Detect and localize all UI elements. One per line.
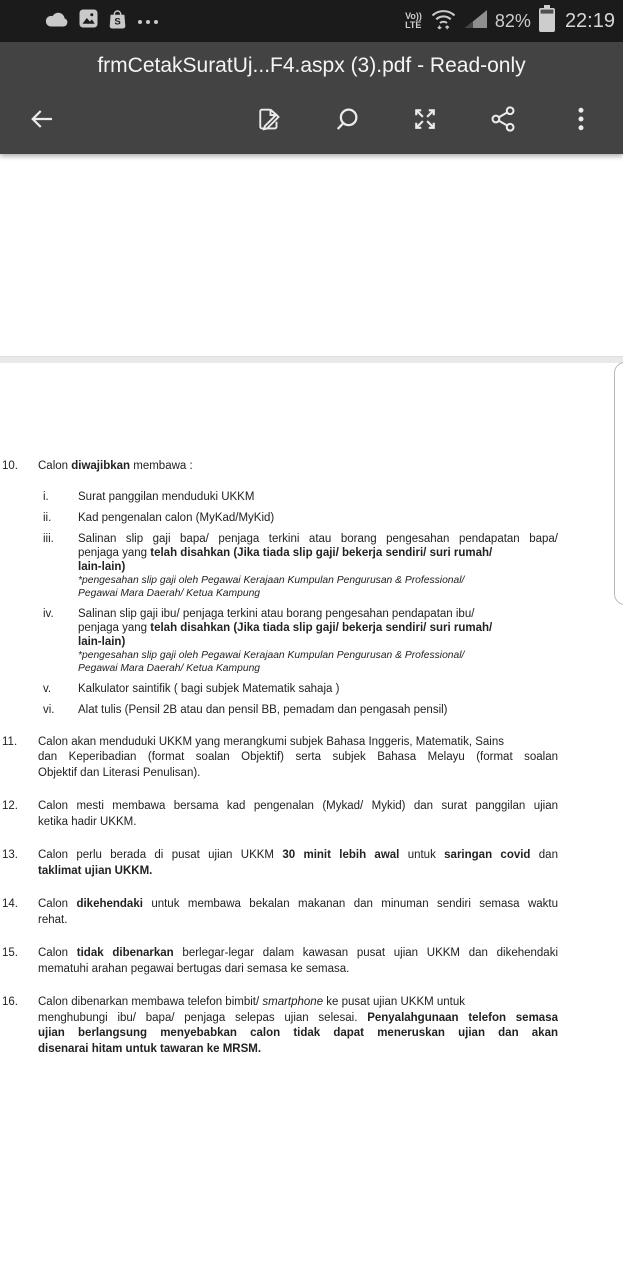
subitem-body [78,490,558,504]
item-body [38,897,558,928]
item-body [38,946,558,977]
document-title: frmCetakSuratUj...F4.aspx (3).pdf - Read-only [97,53,526,77]
doc-line [78,635,558,649]
doc-text-run: taklimat ujian UKKM. [38,864,153,877]
doc-text-run: Calon dibenarkan membawa telefon bimbit/ [38,996,263,1008]
doc-text-run: rehat. [38,913,68,926]
subitem-body [78,703,558,717]
doc-line [38,897,558,913]
doc-line [78,607,558,621]
doc-text-run: dan Keperibadian (format soalan Objektif) serta subjek Bahasa Melayu (format soalan [38,751,558,763]
wifi-icon [430,8,457,35]
shopee-icon [109,9,126,34]
doc-text-run: dikehendaki [76,898,143,910]
doc-item-13 [0,848,623,879]
subitem-number: vi. [43,703,55,716]
doc-item-14 [0,897,623,928]
subitem-body [78,511,558,525]
edit-button[interactable] [253,103,285,135]
doc-text-run: 30 minit lebih awal [282,849,400,861]
item-number: 13. [2,849,18,861]
doc-subitem-iv [38,607,558,675]
doc-item-15 [0,946,623,977]
more-vertical-icon [566,104,596,134]
item-number: 14. [2,898,18,910]
notification-icons [45,9,159,34]
doc-line [38,962,558,978]
toolbar [0,89,623,154]
item-body [38,848,558,879]
doc-text-run: Pegawai Mara Daerah/ Ketua Kampung [78,662,261,674]
doc-text-run: smartphone [262,996,324,1008]
doc-text-run: untuk [399,849,445,861]
doc-text-run: Objektif dan Literasi Penulisan). [38,766,201,779]
subitem-number: ii. [43,511,52,524]
doc-line [78,649,558,662]
subitem-body [78,682,558,696]
item-body [38,735,558,782]
doc-text-run: Alat tulis (Pensil 2B atau dan pensil BB, pemadam dan pengasah pensil) [78,703,448,716]
doc-line [78,490,558,504]
subitem-number: i. [43,490,49,503]
doc-text-run: telah disahkan (Jika tiada slip gaji/ bekerja sendiri/ suri rumah/ [150,546,493,559]
doc-text-run: untuk membawa bekalan makanan dan minuman sendiri semasa waktu [142,898,558,910]
doc-text-run: berlegar-legar dalam kawasan pusat ujian UKKM dan dikehendaki [173,947,559,959]
doc-text-run: mematuhi arahan pegawai bertugas dari semasa ke semasa. [38,962,350,975]
scrollbar-thumb[interactable] [614,362,623,605]
doc-line [78,532,558,546]
doc-line [38,848,558,864]
cloud-icon [45,11,68,32]
doc-text-run: penjaga yang [78,621,151,634]
item-number: 15. [2,947,18,959]
doc-text-run: *pengesahan slip gaji oleh Pegawai Kerajaan Kumpulan Pengurusan & Professional/ [78,649,465,661]
doc-line [38,946,558,962]
doc-subitem-iii [38,532,558,600]
overflow-menu-button[interactable] [565,103,597,135]
doc-line [38,799,558,815]
doc-text-run: Calon [38,947,77,959]
doc-text-run: Kad pengenalan calon (MyKad/MyKid) [78,511,275,524]
doc-item-16 [0,995,623,1057]
doc-line [78,703,558,717]
doc-line [38,1011,558,1027]
doc-text-run: *pengesahan slip gaji oleh Pegawai Kerajaan Kumpulan Pengurusan & Professional/ [78,574,465,586]
doc-line [78,574,558,587]
doc-text-run: Penyalahgunaan telefon semasa [367,1011,558,1024]
document-items [0,459,623,1057]
subitem-number: v. [43,682,52,695]
doc-line [38,1026,558,1042]
doc-text-run: lain-lain) [78,560,126,573]
doc-subitem-v [38,682,558,696]
subitem-number: iii. [43,532,54,545]
doc-line [78,682,558,696]
doc-text-run: ke pusat ujian UKKM untuk [323,996,466,1008]
search-icon [332,104,362,134]
status-bar[interactable] [0,0,623,42]
doc-item-11 [0,735,623,782]
doc-text-run: lain-lain) [78,635,126,648]
doc-line [78,621,558,635]
fullscreen-button[interactable] [409,103,441,135]
item-number: 10. [2,460,18,472]
fullscreen-icon [410,104,440,134]
doc-text-run: Calon perlu berada di pusat ujian UKKM [38,849,283,861]
title-bar [0,42,623,89]
doc-line [38,735,558,751]
doc-line [38,995,558,1011]
back-button[interactable] [26,103,58,135]
item-number: 12. [2,800,18,812]
doc-item-12 [0,799,623,830]
doc-line [78,662,558,675]
doc-text-run: saringan covid [444,849,531,861]
doc-text-run: dan [530,849,558,861]
doc-line [78,546,558,560]
doc-text-run: ketika hadir UKKM. [38,815,137,828]
subitem-body [78,607,558,675]
doc-text-run: disenarai hitam untuk tawaran ke MRSM. [38,1042,262,1055]
doc-line [38,913,558,929]
pdf-page[interactable] [0,363,623,1259]
doc-text-run: Calon akan menduduki UKKM yang merangkumi subjek Bahasa Inggeris, Matematik, Sains [38,735,504,748]
item-body [38,995,558,1057]
item-body [38,459,558,717]
app-header [0,42,623,154]
page-separator [0,356,623,363]
doc-text-run: ujian berlangsung menyebabkan calon tidak dapat meneruskan ujian dan akan [38,1027,558,1039]
doc-text-run: Pegawai Mara Daerah/ Ketua Kampung [78,587,261,599]
edit-document-icon [254,104,284,134]
doc-line [38,864,558,880]
doc-text-run: menghubungi ibu/ bapa/ penjaga selepas ujian selesai. [38,1011,368,1024]
doc-line [38,766,558,782]
search-button[interactable] [331,103,363,135]
volte-icon: Vo)) LTE [405,11,422,30]
svg-text:S: S [114,15,121,27]
doc-text-run: diwajibkan [71,460,131,472]
doc-text-run: Calon mesti membawa bersama kad pengenalan (Mykad/ Mykid) dan surat panggilan ujian [38,800,558,812]
item-number: 11. [2,735,18,748]
subitem-number: iv. [43,607,54,620]
subitem-body [78,532,558,600]
signal-icon [465,10,487,33]
doc-line [38,1042,558,1058]
doc-text-run: Calon [38,460,72,472]
doc-text-run: membawa : [130,460,193,472]
item-body [38,799,558,830]
doc-line [38,815,558,831]
share-icon [488,104,518,134]
doc-line [38,750,558,766]
doc-line [38,459,558,475]
battery-icon [539,5,555,37]
doc-subitem-vi [38,703,558,717]
doc-text-run: Salinan slip gaji bapa/ penjaga terkini atau borang pengesahan pendapatan bapa/ [78,532,558,545]
doc-text-run: Salinan slip gaji ibu/ penjaga terkini atau borang pengesahan pendapatan ibu/ [78,607,475,620]
doc-line [78,511,558,525]
previous-page-bottom[interactable] [0,154,623,356]
item-number: 16. [2,996,18,1008]
doc-text-run: tidak dibenarkan [76,947,174,959]
doc-line [78,560,558,574]
doc-item-10 [0,459,623,717]
more-notifications-icon [137,12,159,30]
battery-percent: 82% [494,10,531,31]
doc-subitem-i [38,490,558,504]
back-arrow-icon [27,104,57,134]
doc-text-run: Surat panggilan menduduki UKKM [78,490,255,503]
share-button[interactable] [487,103,519,135]
doc-line [78,587,558,600]
gallery-icon [79,9,98,33]
doc-text-run: Calon [38,898,77,910]
doc-text-run: Kalkulator saintifik ( bagi subjek Matematik sahaja ) [78,682,340,695]
doc-text-run: penjaga yang [78,546,151,559]
doc-text-run: telah disahkan (Jika tiada slip gaji/ bekerja sendiri/ suri rumah/ [150,621,493,634]
doc-subitem-ii [38,511,558,525]
clock: 22:19 [564,9,615,32]
